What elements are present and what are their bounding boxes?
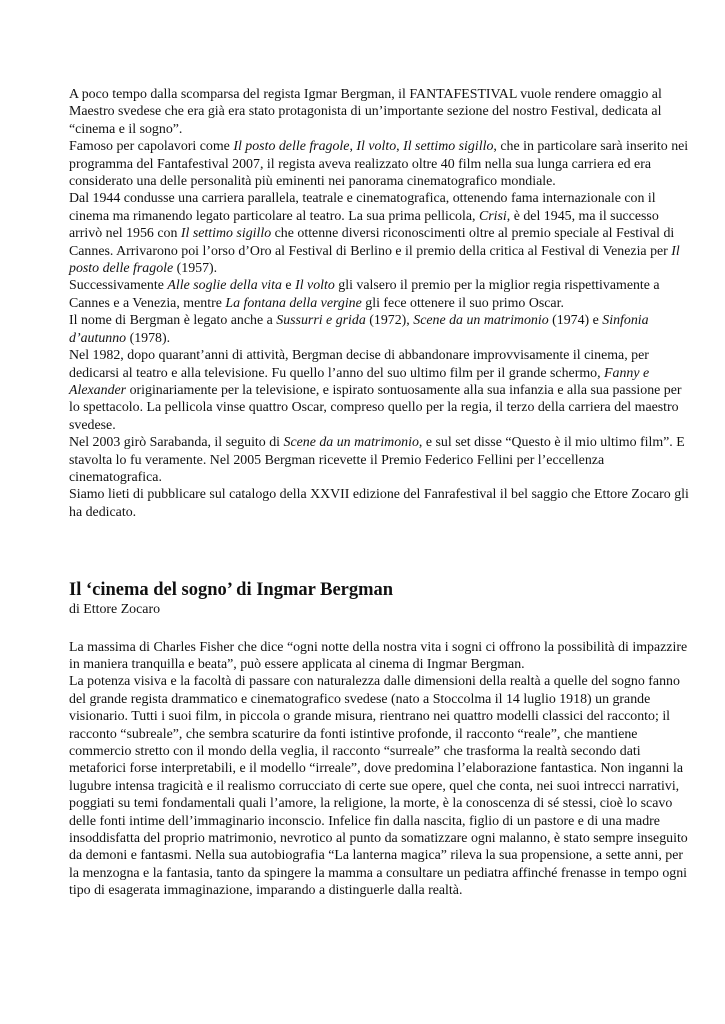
italic-title: Scene da un matrimonio — [283, 435, 419, 451]
intro-section — [69, 86, 689, 521]
text-run: La potenza visiva e la facoltà di passare con naturalezza dalle dimensioni della realtà a quelle del sogno fanno del grande regista drammatico e cinematografico svedese (nato a Stoccolma il 14 luglio 1918) un grande visionario. Tutti i suoi film, in piccola o grande misura, rientrano nei quattro modelli classici del racconto; il racconto “subreale”, che sembra scaturire da fonti istintive profonde, il racconto “reale”, che mantiene commercio stretto con il mondo della veglia, il racconto “surreale” che trasforma la realtà secondo dati metaforici forse interpretabili, e il modello “irreale”, dove predomina l’elaborazione fantastica. Non inganni la lugubre intensa tragicità e il realismo corrucciato di certe sue opere, quel che conta, nei suoi intrecci narrativi, poggiati su temi fondamentali quali l’amore, la religione, la morte, è la conoscenza di sé stessi, cioè lo scavo delle fonti intime dell’immaginario inconscio. Infelice fin dalla nascita, figlio di un pastore e di una madre insoddisfatta del proprio matrimonio, nevrotico al punto da somatizzare ogni malanno, è stato sempre inseguito da demoni e fantasmi. Nella sua autobiografia “La lanterna magica” rileva la sua propensione, a sette anni, per la menzogna e la fantasia, tanto da spingere la mamma a consultare un pediatra affinché frenasse in tempo ogni tipo di esagerata immaginazione, imparando a distinguerle dalla realtà. — [69, 674, 688, 899]
text-run: Dal 1944 condusse una carriera parallela, teatrale e cinematografica, ottenendo fama internazionale con il cinema ma rimanendo legato particolare al teatro. La sua prima pellicola, — [69, 191, 656, 224]
text-run: (1974) e — [548, 313, 603, 329]
intro-paragraph — [69, 347, 689, 434]
italic-title: La fontana della vergine — [225, 295, 362, 311]
text-run: Siamo lieti di pubblicare sul catalogo della XXVII edizione del Fanrafestival il bel saggio che Ettore Zocaro gli ha dedicato. — [69, 487, 689, 520]
text-run: Nel 2003 girò Sarabanda, il seguito di — [69, 435, 284, 451]
text-run: Il nome di Bergman è legato anche a — [69, 313, 277, 329]
article-byline: di Ettore Zocaro — [69, 602, 161, 618]
text-run: Nel 1982, dopo quarant’anni di attività, Bergman decise di abbandonare improvvisamente il cinema, per dedicarsi al teatro e alla televisione. Fu quello l’anno del suo ultimo film per il grande schermo, — [69, 348, 649, 381]
italic-title: Il posto delle fragole — [69, 243, 680, 277]
text-run: (1978). — [126, 330, 171, 346]
italic-title: Sussurri e grida — [276, 313, 366, 329]
document-page — [69, 86, 689, 900]
text-run: (1957). — [173, 261, 218, 277]
intro-paragraph — [69, 434, 689, 486]
text-run: Successivamente — [69, 278, 168, 294]
intro-paragraph — [69, 190, 689, 277]
italic-title: Sinfonia d’autunno — [69, 313, 649, 346]
article-paragraph — [69, 639, 689, 674]
text-run: (1972), — [365, 313, 414, 329]
intro-paragraph — [69, 138, 689, 190]
text-run: gli valsero il premio per la miglior regia rispettivamente a Cannes e a Venezia, mentre — [69, 278, 660, 311]
italic-title: Il volto — [295, 278, 335, 294]
article-paragraph — [69, 673, 689, 899]
intro-paragraph — [69, 277, 689, 312]
text-run: , — [396, 139, 404, 155]
italic-title: Crisi — [478, 208, 507, 224]
italic-title: Scene da un matrimonio — [413, 313, 549, 329]
italic-title: Alle soglie della vita — [167, 278, 282, 294]
article-body — [69, 639, 689, 900]
text-run: , è del 1945, ma il successo arrivò nel 1956 con — [69, 208, 659, 242]
italic-title: Il volto — [356, 139, 397, 155]
intro-paragraph — [69, 86, 689, 138]
text-run: originariamente per la televisione, e ispirato sontuosamente alla sua infanzia e alla sua passione per lo spettacolo. La pellicola vinse quattro Oscar, compreso quello per la regia, il terzo della carriera del maestro svedese. — [69, 382, 682, 433]
text-run: e — [281, 278, 296, 294]
text-run: A poco tempo dalla scomparsa del regista Igmar Bergman, il FANTAFESTIVAL vuole rendere omaggio al Maestro svedese che era già era stato protagonista di un’importante sezione del nostro Festival, dedicata al “cinema e il sogno”. — [69, 87, 662, 137]
text-run: , — [349, 139, 357, 155]
text-run: gli fece ottenere il suo primo Oscar. — [361, 295, 564, 311]
intro-paragraph — [69, 486, 689, 521]
text-run: La massima di Charles Fisher che dice “ogni notte della nostra vita i sogni ci offrono la possibilità di impazzire in maniera tranquilla e beata”, può essere applicata al cinema di Ingmar Bergman. — [69, 639, 688, 672]
article-title: Il ‘cinema del sogno’ di Ingmar Bergman — [69, 580, 394, 601]
italic-title: Il settimo sigillo — [403, 139, 494, 155]
text-run: che ottenne diversi riconoscimenti oltre al premio speciale al Festival di Cannes. Arrivarono poi l’orso d’Oro al Festival di Berlino e il premio della critica al Festival di Venezia per — [69, 226, 675, 259]
italic-title: Il posto delle fragole — [233, 139, 350, 155]
italic-title: Fanny e Alexander — [69, 365, 650, 398]
text-run: Famoso per capolavori come — [69, 139, 234, 155]
text-run: , e sul set disse “Questo è il mio ultimo film”. E stavolta lo fu veramente. Nel 2005 Bergman ricevette il Premio Federico Fellini per l’eccellenza cinematografica. — [69, 435, 685, 485]
intro-paragraph — [69, 312, 689, 347]
italic-title: Il settimo sigillo — [180, 226, 272, 242]
text-run: , che in particolare sarà inserito nei programma del Fantafestival 2007, il regista aveva realizzato oltre 40 film nella sua lunga carriera ed era considerato una delle personalità più eminenti nei panorama cinematografico mondiale. — [69, 139, 689, 190]
